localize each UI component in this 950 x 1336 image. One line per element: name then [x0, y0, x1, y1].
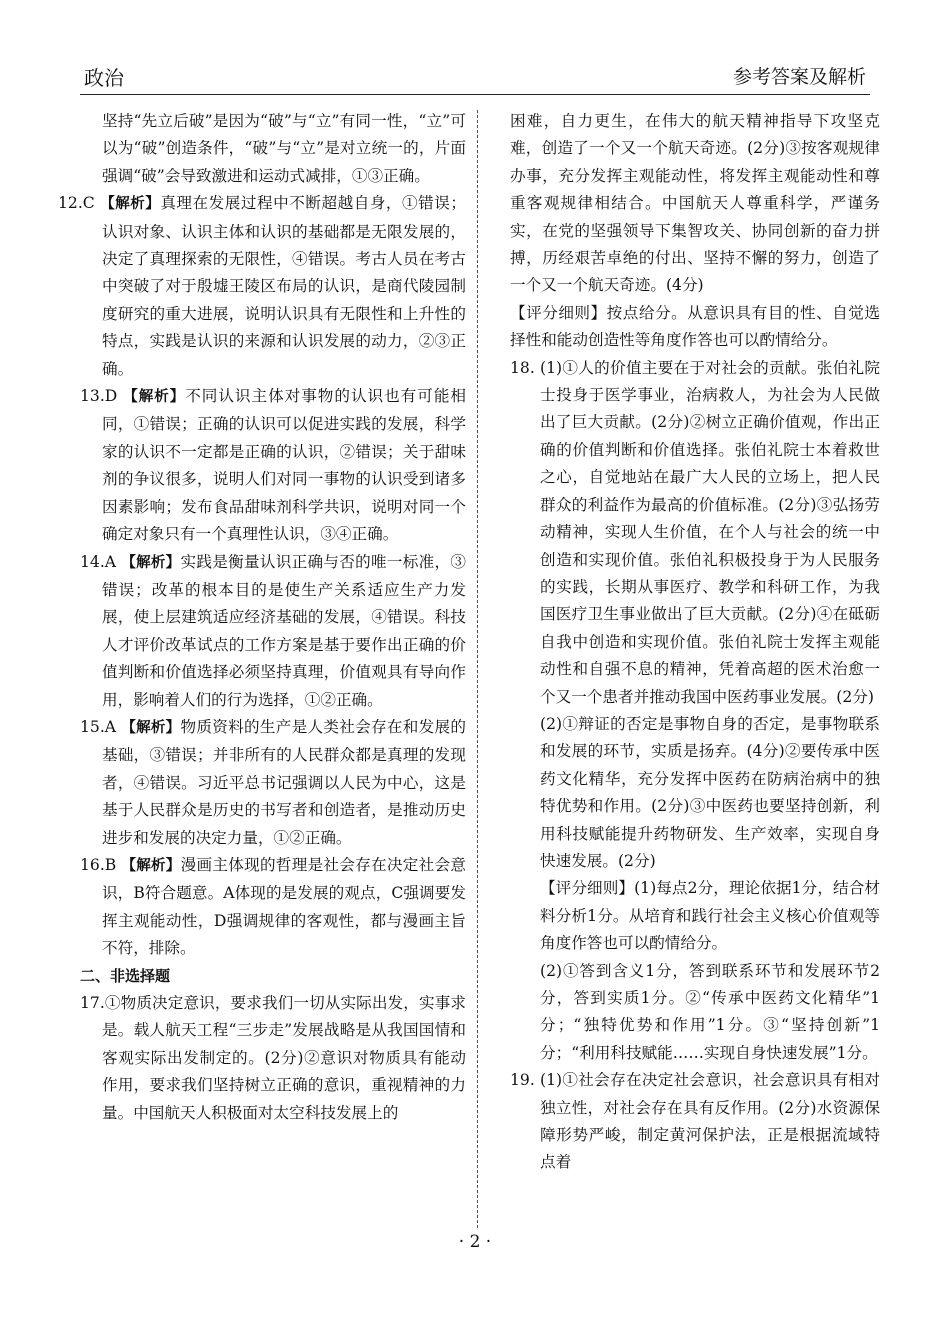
q16-tag: 【解析】 [121, 857, 181, 874]
q15-text: 物质资料的生产是人类社会存在和发展的基础，③错误；并非所有的人民群众都是真理的发现者，④错误。习近平总书记强调以人民为中心，这是基于人民群众是历史的书写者和创造者，是推动历史进步和发展的决定力量，①②正确。 [102, 717, 466, 847]
q18-part1 [510, 355, 880, 711]
q13-number: 13.D [80, 387, 118, 406]
q18-number: 18. [510, 358, 535, 377]
q12-answer [58, 190, 466, 383]
q18-part2: (2)①辩证的否定是事物自身的否定，是事物联系和发展的环节，实质是扬弃。(4分)②要传承中医药文化精华，充分发挥中医药在防病治病中的独特优势和作用。(2分)③中医药也要坚持创新，利用科技赋能提升药物研发、生产效率，实现自身快速发展。(2分) [540, 714, 880, 870]
q13-text: 不同认识主体对事物的认识也有可能相同，①错误；正确的认识可以促进实践的发展，科学家的认识不一定都是正确的认识，②错误；关于甜味剂的争议很多，说明人们对同一事物的认识受到诸多因素影响；发布食品甜味剂科学共识，说明对同一个确定对象只有一个真理性认识，③④正确。 [102, 387, 466, 544]
q12-tag: 【解析】 [100, 196, 161, 213]
q14-tag: 【解析】 [121, 554, 181, 571]
q13-answer [80, 383, 466, 548]
q12-text: 真理在发展过程中不断超越自身，①错误；认识对象、认识主体和认识的基础都是无限发展的，决定了真理探索的无限性，④错误。考古人员在考古中突破了对于殷墟王陵区布局的认识，是商代陵园制度研究的重大进展，说明认识具有无限性和上升性的特点，实践是认识的来源和认识发展的动力，②③正确。 [102, 194, 466, 378]
q17-answer [80, 990, 466, 1127]
q16-text: 漫画主体现的哲理是社会存在决定社会意识，B符合题意。A体现的是发展的观点，C强调要发挥主观能动性，D强调规律的客观性，都与漫画主旨不符，排除。 [102, 855, 466, 958]
q14-number: 14.A [80, 552, 117, 571]
q18-scoring1: 【评分细则】(1)每点2分，理论依据1分，结合材料分析1分。从培育和践行社会主义核心价值观等角度作答也可以酌情给分。 [540, 879, 880, 953]
answer-title: 参考答案及解析 [732, 66, 866, 88]
q15-number: 15.A [80, 717, 117, 736]
q11-continuation: 坚持“先立后破”是因为“破”与“立”有同一性，“立”可以为“破”创造条件，“破”与“立”是对立统一的，片面强调“破”会导致激进和运动式减排，①③正确。 [102, 112, 466, 185]
section-heading-nonchoice: 二、非选择题 [80, 966, 171, 985]
left-column [58, 108, 466, 1127]
q14-answer [80, 549, 466, 714]
q19-number: 19. [510, 1071, 535, 1090]
q16-number: 16.B [80, 855, 117, 874]
q15-tag: 【解析】 [121, 719, 181, 736]
q19-part1-text: (1)①社会存在决定社会意识，社会意识具有相对独立性，对社会存在具有反作用。(2分)水资源保障形势严峻，制定黄河保护法，正是根据流域特点着 [540, 1071, 880, 1172]
q18-part1-text: (1)①人的价值主要在于对社会的贡献。张伯礼院士投身于医学事业，治病救人，为社会为人民做出了巨大贡献。(2分)②树立正确价值观，作出正确的价值判断和价值选择。张伯礼院士本着救世之心，自觉地站在最广大人民的立场上，把人民群众的利益作为最高的价值标准。(2分)③弘扬劳动精神，实现人生价值，在个人与社会的统一中创造和实现价值。张伯礼积极投身于为人民服务的实践，长期从事医疗、教学和科研工作，为我国医疗卫生事业做出了巨大贡献。(2分)④在砥砺自我中创造和实现价值。张伯礼院士发挥主观能动性和自强不息的精神，凭着高超的医术治愈一个又一个患者并推动我国中医药事业发展。(2分) [540, 358, 880, 706]
q17-text: ①物质决定意识，要求我们一切从实际出发，实事求是。载人航天工程“三步走”发展战略是从我国国情和客观实际出发制定的。(2分)②意识对物质具有能动作用，要求我们坚持树立正确的意识，重视精神的力量。中国航天人积极面对太空科技发展上的 [102, 994, 466, 1122]
q18-scoring2: (2)①答到含义1分，答到联系环节和发展环节2分，答到实质1分。②“传承中医药文化精华”1分；“独特优势和作用”1分。③“坚持创新”1分；“利用科技赋能……实现自身快速发展”1分。 [540, 961, 880, 1062]
right-column [510, 108, 880, 1177]
q14-text: 实践是衡量认识正确与否的唯一标准，③错误；改革的根本目的是使生产关系适应生产力发展，使上层建筑适应经济基础的发展，④错误。科技人才评价改革试点的工作方案是基于要作出正确的价值判断和价值选择必须坚持真理，价值观具有导向作用，影响着人们的行为选择，①②正确。 [102, 552, 466, 709]
page-header [80, 60, 870, 95]
q16-answer [80, 852, 466, 963]
q17-number: 17. [80, 994, 105, 1012]
q17-continuation: 困难，自力更生，在伟大的航天精神指导下攻坚克难，创造了一个又一个航天奇迹。(2分)③按客观规律办事，充分发挥主观能动性，将发挥主观能动性和尊重客观规律相结合。中国航天人尊重科学，严谨务实，在党的坚强领导下集智攻关、协同创新的奋力拼搏，历经艰苦卓绝的付出、坚持不懈的努力，创造了一个又一个航天奇迹。(4分) [510, 112, 880, 295]
page-number: · 2 · [458, 1232, 492, 1252]
subject-title: 政治 [84, 66, 124, 90]
q19-part1 [510, 1067, 880, 1177]
column-divider [477, 110, 478, 1228]
q17-scoring: 【评分细则】按点给分。从意识具有目的性、自觉选择性和能动创造性等角度作答也可以酌情给分。 [510, 303, 880, 350]
q15-answer [80, 714, 466, 852]
q13-tag: 【解析】 [123, 389, 186, 406]
q12-number: 12.C [58, 194, 95, 213]
